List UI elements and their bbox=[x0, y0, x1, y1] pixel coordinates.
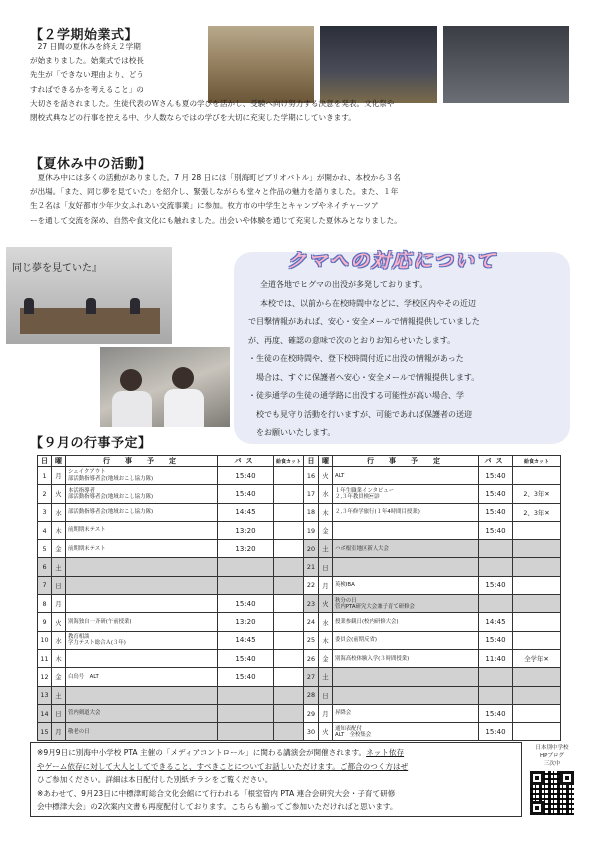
schedule-bus-cell: 14:45 bbox=[218, 631, 274, 649]
schedule-lunch-cut-cell bbox=[513, 595, 561, 613]
schedule-day-cell: 5 bbox=[38, 540, 52, 558]
schedule-day-cell: 24 bbox=[304, 613, 319, 631]
schedule-event-cell bbox=[66, 576, 218, 594]
text-line: で目撃情報があれば、安心・安全メールで情報提供していました bbox=[248, 317, 480, 326]
schedule-dow-cell: 木 bbox=[319, 631, 333, 649]
schedule-event-cell bbox=[66, 558, 218, 576]
schedule-event-cell: ２,３年修学旅行(１年4時間目授業) bbox=[333, 503, 479, 521]
schedule-event-cell: 委員会(前期反省) bbox=[333, 631, 479, 649]
schedule-bus-cell: 15:40 bbox=[218, 485, 274, 503]
header-dow: 曜 bbox=[52, 456, 66, 467]
schedule-day-cell: 23 bbox=[304, 595, 319, 613]
header-event: 行 事 予 定 bbox=[66, 456, 218, 467]
schedule-lunch-cut-cell: 2、3年✕ bbox=[513, 485, 561, 503]
schedule-lunch-cut-cell bbox=[513, 686, 561, 704]
schedule-day-cell: 11 bbox=[38, 649, 52, 667]
schedule-event-cell: 昇降会 bbox=[333, 704, 479, 722]
notes-box bbox=[30, 742, 522, 817]
schedule-bus-cell: 15:40 bbox=[479, 521, 513, 539]
schedule-bus-cell: 15:40 bbox=[479, 704, 513, 722]
schedule-lunch-cut-cell bbox=[274, 723, 304, 741]
schedule-bus-cell bbox=[218, 704, 274, 722]
schedule-bus-cell bbox=[479, 595, 513, 613]
schedule-day-cell: 12 bbox=[38, 668, 52, 686]
section-text-summer bbox=[30, 171, 575, 228]
header-bus: バス bbox=[479, 456, 513, 467]
text-line: 閉校式典などの行事を控える中、少人数ならではの学びを大切に充実した学期にしていきます。 bbox=[30, 113, 356, 123]
schedule-lunch-cut-cell bbox=[513, 613, 561, 631]
table-row bbox=[38, 686, 561, 704]
table-row bbox=[38, 668, 561, 686]
schedule-bus-cell: 14:45 bbox=[479, 613, 513, 631]
schedule-event-cell bbox=[333, 558, 479, 576]
schedule-bus-cell: 15:40 bbox=[479, 631, 513, 649]
schedule-event-cell: シェイクアウト 部活動指導者会(地域おこし協力隊) bbox=[66, 467, 218, 485]
schedule-bus-cell bbox=[218, 723, 274, 741]
section-title-term-start: 【２学期始業式】 bbox=[30, 28, 139, 43]
schedule-dow-cell: 土 bbox=[52, 686, 66, 704]
table-row bbox=[38, 485, 561, 503]
schedule-day-cell: 9 bbox=[38, 613, 52, 631]
schedule-dow-cell: 金 bbox=[52, 668, 66, 686]
schedule-dow-cell: 木 bbox=[52, 521, 66, 539]
schedule-event-cell: 秋分の日 管内PTA研究大会兼子育て研修会 bbox=[333, 595, 479, 613]
schedule-bus-cell bbox=[218, 558, 274, 576]
schedule-event-cell: 部活動指導者会(地域おこし協力隊) bbox=[66, 503, 218, 521]
section-title-summer: 【夏休み中の活動】 bbox=[30, 157, 152, 172]
schedule-day-cell: 4 bbox=[38, 521, 52, 539]
schedule-bus-cell: 13:20 bbox=[218, 540, 274, 558]
schedule-day-cell: 8 bbox=[38, 595, 52, 613]
text-line: が始まりました。始業式では校長 bbox=[30, 56, 144, 66]
header-lunch-cut: 給食カット bbox=[274, 456, 304, 467]
text-line: が出場。「また、同じ夢を見ていた」を紹介し、緊張しながらも堂々と作品の魅力を語りました。また、１年 bbox=[30, 187, 399, 197]
schedule-day-cell: 26 bbox=[304, 649, 319, 667]
schedule-dow-cell: 火 bbox=[319, 595, 333, 613]
schedule-dow-cell: 月 bbox=[52, 723, 66, 741]
text-line: 夏休み中には多くの活動がありました。7 月 28 日には「別海町ビブリオバトル」が開かれ、本校から３名 bbox=[30, 173, 401, 182]
schedule-dow-cell: 火 bbox=[319, 723, 333, 741]
schedule-bus-cell: 15:40 bbox=[218, 668, 274, 686]
schedule-event-cell: 前期期末テスト bbox=[66, 540, 218, 558]
schedule-table bbox=[37, 455, 561, 741]
table-row bbox=[38, 540, 561, 558]
schedule-lunch-cut-cell bbox=[274, 686, 304, 704]
schedule-event-cell: ALT bbox=[333, 467, 479, 485]
table-row bbox=[38, 631, 561, 649]
schedule-bus-cell bbox=[218, 576, 274, 594]
table-row bbox=[38, 576, 561, 594]
schedule-event-cell: ハボ根室地区新人大会 bbox=[333, 540, 479, 558]
schedule-lunch-cut-cell bbox=[274, 521, 304, 539]
header-day: 日 bbox=[304, 456, 319, 467]
schedule-dow-cell: 金 bbox=[319, 521, 333, 539]
schedule-bus-cell: 15:40 bbox=[479, 485, 513, 503]
text-line: ーを通して交流を深め、自然や食文化にも触れました。出会いや体験を通じて充実した夏休みとなりました。 bbox=[30, 215, 402, 225]
schedule-event-cell: 別海独自一斉研(午前授業) bbox=[66, 613, 218, 631]
schedule-dow-cell: 土 bbox=[319, 540, 333, 558]
schedule-lunch-cut-cell bbox=[274, 704, 304, 722]
note-line bbox=[37, 746, 515, 760]
schedule-day-cell: 27 bbox=[304, 668, 319, 686]
schedule-bus-cell: 15:40 bbox=[218, 595, 274, 613]
schedule-bus-cell bbox=[479, 668, 513, 686]
schedule-lunch-cut-cell bbox=[274, 558, 304, 576]
schedule-event-cell: 白鳥号 ALT bbox=[66, 668, 218, 686]
note-line: ひご参加ください。詳細は本日配付した別紙チラシをご覧ください。 bbox=[37, 775, 273, 784]
schedule-day-cell: 2 bbox=[38, 485, 52, 503]
schedule-day-cell: 29 bbox=[304, 704, 319, 722]
schedule-event-cell bbox=[333, 686, 479, 704]
schedule-bus-cell: 15:40 bbox=[218, 467, 274, 485]
photo-caption: 同じ夢を見ていた』 bbox=[12, 263, 102, 274]
schedule-header-row bbox=[38, 456, 561, 467]
text-line: ・徒歩通学の生徒の通学路に出没する可能性が高い場合、学 bbox=[248, 391, 464, 400]
schedule-bus-cell bbox=[479, 558, 513, 576]
table-row bbox=[38, 723, 561, 741]
text-line: ・生徒の在校時間や、登下校時間付近に出没の情報があった bbox=[248, 354, 464, 363]
text-line: 全道各地でヒグマの出没が多発しております。 bbox=[260, 280, 428, 289]
schedule-day-cell: 13 bbox=[38, 686, 52, 704]
note-underlined-text: ネット依存 bbox=[366, 748, 405, 757]
schedule-dow-cell: 水 bbox=[52, 631, 66, 649]
schedule-dow-cell: 月 bbox=[52, 595, 66, 613]
schedule-bus-cell: 11:40 bbox=[479, 649, 513, 667]
header-dow: 曜 bbox=[319, 456, 333, 467]
text-line: 本校では、以前から在校時間中などに、学校区内やその近辺 bbox=[260, 298, 476, 308]
schedule-day-cell: 14 bbox=[38, 704, 52, 722]
schedule-dow-cell: 月 bbox=[52, 467, 66, 485]
schedule-day-cell: 30 bbox=[304, 723, 319, 741]
section-text-term-start bbox=[30, 40, 570, 125]
schedule-dow-cell: 火 bbox=[319, 467, 333, 485]
bear-notice-title: クマへの対応について bbox=[287, 250, 497, 272]
schedule-day-cell: 18 bbox=[304, 503, 319, 521]
text-line: が、再度、確認の意味で次のとおりお知らせいたします。 bbox=[248, 335, 456, 345]
text-line: 校でも見守り活動を行いますが、可能であれば保護者の送迎 bbox=[248, 409, 472, 419]
schedule-lunch-cut-cell bbox=[513, 467, 561, 485]
header-day: 日 bbox=[38, 456, 52, 467]
schedule-day-cell: 16 bbox=[304, 467, 319, 485]
schedule-lunch-cut-cell bbox=[513, 576, 561, 594]
schedule-dow-cell: 火 bbox=[52, 613, 66, 631]
schedule-event-cell: 英検IBA bbox=[333, 576, 479, 594]
schedule-lunch-cut-cell bbox=[513, 540, 561, 558]
schedule-lunch-cut-cell bbox=[274, 631, 304, 649]
schedule-lunch-cut-cell bbox=[274, 485, 304, 503]
schedule-lunch-cut-cell bbox=[513, 631, 561, 649]
header-bus: バス bbox=[218, 456, 274, 467]
table-row bbox=[38, 521, 561, 539]
table-row bbox=[38, 595, 561, 613]
schedule-bus-cell: 15:40 bbox=[479, 723, 513, 741]
qr-label-line: 三次中 bbox=[543, 761, 561, 767]
schedule-day-cell: 1 bbox=[38, 467, 52, 485]
schedule-lunch-cut-cell bbox=[513, 668, 561, 686]
schedule-day-cell: 7 bbox=[38, 576, 52, 594]
schedule-bus-cell bbox=[218, 686, 274, 704]
schedule-dow-cell: 火 bbox=[52, 485, 66, 503]
schedule-dow-cell: 土 bbox=[319, 668, 333, 686]
schedule-lunch-cut-cell bbox=[274, 613, 304, 631]
schedule-lunch-cut-cell bbox=[274, 576, 304, 594]
header-event: 行 事 予 定 bbox=[333, 456, 479, 467]
schedule-day-cell: 15 bbox=[38, 723, 52, 741]
schedule-event-cell bbox=[333, 668, 479, 686]
schedule-bus-cell bbox=[479, 540, 513, 558]
table-row bbox=[38, 704, 561, 722]
schedule-event-cell bbox=[333, 521, 479, 539]
qr-label bbox=[527, 744, 577, 768]
schedule-dow-cell: 土 bbox=[52, 558, 66, 576]
schedule-bus-cell: 13:20 bbox=[218, 613, 274, 631]
schedule-bus-cell: 14:45 bbox=[218, 503, 274, 521]
photo-exchange-program bbox=[100, 347, 230, 427]
schedule-event-cell bbox=[66, 595, 218, 613]
schedule-dow-cell: 木 bbox=[319, 503, 333, 521]
schedule-event-cell bbox=[66, 649, 218, 667]
text-line: 生２名は「友好都市少年少女ふれあい交流事業」に参加。枚方市の中学生とキャンプやネイチャーツア bbox=[30, 201, 379, 211]
schedule-lunch-cut-cell bbox=[513, 558, 561, 576]
note-line: ※あわせて、9月23日に中標津町総合文化会館にて行われる「根室管内 PTA 連合会研究大会・子育て研修 bbox=[37, 788, 396, 798]
schedule-dow-cell: 木 bbox=[52, 649, 66, 667]
schedule-bus-cell: 15:40 bbox=[218, 649, 274, 667]
schedule-dow-cell: 水 bbox=[319, 485, 333, 503]
qr-label-line: 日本別中学校 bbox=[535, 745, 569, 751]
schedule-day-cell: 19 bbox=[304, 521, 319, 539]
schedule-lunch-cut-cell bbox=[513, 521, 561, 539]
qr-label-line: HPブログ bbox=[540, 753, 564, 759]
photo-biblio-battle bbox=[6, 247, 172, 344]
schedule-event-cell: 教育相談 学力テスト総合Ａ(３年) bbox=[66, 631, 218, 649]
schedule-lunch-cut-cell bbox=[274, 649, 304, 667]
schedule-day-cell: 20 bbox=[304, 540, 319, 558]
schedule-event-cell: １年生職業インタビュー ２,３年教員検診 bbox=[333, 485, 479, 503]
text-line: 場合は、すぐに保護者へ安心・安全メールで情報提供します。 bbox=[248, 372, 480, 382]
qr-code-icon[interactable] bbox=[530, 771, 574, 815]
schedule-bus-cell bbox=[479, 686, 513, 704]
schedule-day-cell: 25 bbox=[304, 631, 319, 649]
schedule-lunch-cut-cell bbox=[274, 540, 304, 558]
bear-notice-text bbox=[248, 276, 566, 443]
note-underlined-text: お話しいただけます。ご都合のつく方はぜ bbox=[264, 761, 409, 771]
note-underlined-text: やゲーム依存に対して大人としてできること、すべきことについて bbox=[37, 761, 265, 771]
text-line: 大切さを話されました。生徒代表のＷさんも夏の学びを活かし、受験へ向け努力する決意を発表。文化祭や bbox=[30, 98, 395, 108]
schedule-lunch-cut-cell bbox=[274, 595, 304, 613]
table-row bbox=[38, 503, 561, 521]
schedule-dow-cell: 水 bbox=[319, 613, 333, 631]
schedule-dow-cell: 金 bbox=[52, 540, 66, 558]
schedule-bus-cell: 15:40 bbox=[479, 467, 513, 485]
schedule-dow-cell: 日 bbox=[52, 704, 66, 722]
schedule-bus-cell: 15:40 bbox=[479, 576, 513, 594]
schedule-dow-cell: 日 bbox=[319, 686, 333, 704]
schedule-day-cell: 10 bbox=[38, 631, 52, 649]
text-line: をお願いいたします。 bbox=[248, 428, 336, 437]
schedule-dow-cell: 水 bbox=[52, 503, 66, 521]
schedule-dow-cell: 金 bbox=[319, 649, 333, 667]
note-text: ※9月9日に別海中小学校 PTA 主催の「メディアコントロール」に関わる講演会が開催されます。 bbox=[37, 748, 367, 757]
note-line bbox=[37, 760, 515, 774]
schedule-day-cell: 22 bbox=[304, 576, 319, 594]
schedule-day-cell: 6 bbox=[38, 558, 52, 576]
schedule-event-cell bbox=[66, 686, 218, 704]
schedule-lunch-cut-cell bbox=[274, 668, 304, 686]
table-row bbox=[38, 649, 561, 667]
schedule-event-cell: 別海高校体験入学(３時間授業) bbox=[333, 649, 479, 667]
schedule-event-cell: 通知表配付 ALT 全校集会 bbox=[333, 723, 479, 741]
schedule-event-cell: 管内剣道大会 bbox=[66, 704, 218, 722]
schedule-lunch-cut-cell: 全学年✕ bbox=[513, 649, 561, 667]
schedule-bus-cell: 15:40 bbox=[479, 503, 513, 521]
schedule-lunch-cut-cell bbox=[513, 723, 561, 741]
schedule-dow-cell: 月 bbox=[319, 576, 333, 594]
header-lunch-cut: 給食カット bbox=[513, 456, 561, 467]
table-row bbox=[38, 613, 561, 631]
schedule-day-cell: 21 bbox=[304, 558, 319, 576]
schedule-day-cell: 28 bbox=[304, 686, 319, 704]
table-row bbox=[38, 467, 561, 485]
table-row bbox=[38, 558, 561, 576]
schedule-lunch-cut-cell: 2、3年✕ bbox=[513, 503, 561, 521]
schedule-event-cell: 前期期末テスト bbox=[66, 521, 218, 539]
schedule-dow-cell: 月 bbox=[319, 704, 333, 722]
text-line: 27 日間の夏休みを終え２学期 bbox=[30, 42, 141, 51]
schedule-dow-cell: 日 bbox=[319, 558, 333, 576]
note-line: 会中標津大会」の2次案内文書も再度配付しております。こちらも揃ってご参加いただければと思います。 bbox=[37, 802, 398, 811]
schedule-lunch-cut-cell bbox=[274, 503, 304, 521]
schedule-event-cell: 本活指導者 部活動指導者会(地域おこし協力隊) bbox=[66, 485, 218, 503]
schedule-dow-cell: 日 bbox=[52, 576, 66, 594]
schedule-title: 【９月の行事予定】 bbox=[30, 436, 152, 451]
schedule-event-cell: 授業参観日(校内研修大会) bbox=[333, 613, 479, 631]
schedule-bus-cell: 13:20 bbox=[218, 521, 274, 539]
schedule-lunch-cut-cell bbox=[513, 704, 561, 722]
schedule-lunch-cut-cell bbox=[274, 467, 304, 485]
text-line: すればできるかを考えること」の bbox=[30, 84, 144, 94]
text-line: 先生が「できない理由より、どう bbox=[30, 70, 144, 80]
schedule-day-cell: 3 bbox=[38, 503, 52, 521]
schedule-day-cell: 17 bbox=[304, 485, 319, 503]
schedule-event-cell: 敬老の日 bbox=[66, 723, 218, 741]
